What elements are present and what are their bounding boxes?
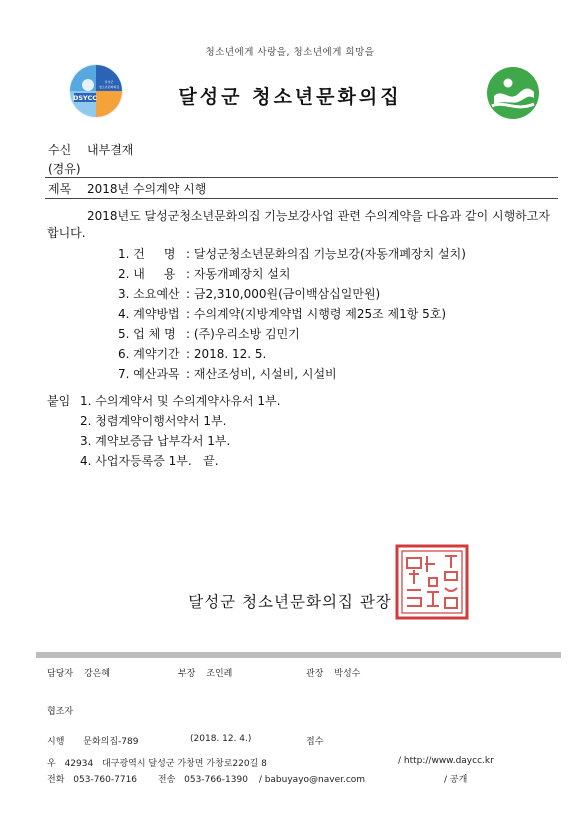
staff-row: 담당자 강은혜 [47, 669, 111, 679]
attachment-item: 3. 계약보증금 납부각서 1부. [80, 434, 231, 448]
svg-text:달성군: 달성군 [104, 80, 114, 84]
attachment-item: 1. 수의계약서 및 수의계약사유서 1부. [80, 394, 281, 408]
issuer-name: 달성군 청소년문화의집 관장 [188, 593, 392, 611]
receipt-label: 접수 [306, 737, 324, 747]
attachments-label: 붙임 [47, 394, 71, 408]
disclosure-status: / 공개 [444, 775, 468, 785]
subject-label: 제목 [48, 182, 72, 196]
body-para-line2: 합니다. [47, 226, 86, 240]
enforce-row: 시행 문화의집-789 [47, 737, 139, 747]
list-item: 6. 계약기간 : 2018. 12. 5. [118, 347, 267, 361]
divider-subject [45, 198, 558, 199]
list-item: 2. 내 용 : 자동개폐장치 설치 [118, 267, 291, 281]
recipient-label: 수신 [48, 143, 72, 157]
address-row: 우 42934 대구광역시 달성군 가창면 가창로220길 8 [47, 759, 267, 769]
recipient-value: 내부결재 [87, 143, 134, 157]
list-item: 4. 계약방법 : 수의계약(지방계약법 시행령 제25조 제1항 5호) [118, 307, 447, 321]
logo-text: DSYCC [72, 94, 98, 102]
via-label: (경유) [48, 162, 81, 176]
cooperator-label: 협조자 [47, 707, 74, 717]
list-item: 3. 소요예산 : 금2,310,000원(금이백삼십일만원) [118, 287, 381, 301]
director-row: 관장 박성수 [306, 669, 361, 679]
attachment-item: 4. 사업자등록증 1부. 끝. [80, 454, 219, 468]
email-link[interactable]: / babuyayo@naver.com [258, 775, 366, 785]
divider-top [45, 177, 558, 178]
slogan: 청소년에게 사랑을, 청소년에게 희망을 [205, 47, 375, 58]
subject-value: 2018년 수의계약 시행 [87, 182, 207, 196]
recipient-row [48, 141, 133, 158]
attachment-item: 2. 청렴계약이행서약서 1부. [80, 414, 227, 428]
website-link[interactable]: / http://www.daycc.kr [398, 756, 494, 766]
org-title: 달성군 청소년문화의집 [178, 86, 402, 108]
contact-row: 전화 053-760-7716 전송 053-766-1390 / babuyayo@naver.com [47, 775, 366, 785]
enforce-date: (2018. 12. 4.) [190, 734, 252, 744]
list-item: 7. 예산과목 : 재산조성비, 시설비, 시설비 [118, 367, 337, 381]
dalseong-emblem-icon [486, 66, 540, 120]
list-item: 5. 업 체 명 : (주)우리소방 김민기 [118, 327, 300, 341]
list-item: 1. 건 명 : 달성군청소년문화의집 기능보강(자동개폐장치 설치) [118, 247, 466, 261]
svg-text:청소년문화의집: 청소년문화의집 [98, 85, 120, 89]
footer-divider [36, 652, 561, 658]
dept-row: 부장 조인례 [178, 669, 233, 679]
body-para-line1: 2018년도 달성군청소년문화의집 기능보강사업 관련 수의계약을 다음과 같이 시행하고자 [87, 209, 550, 223]
subject-row [48, 180, 206, 197]
